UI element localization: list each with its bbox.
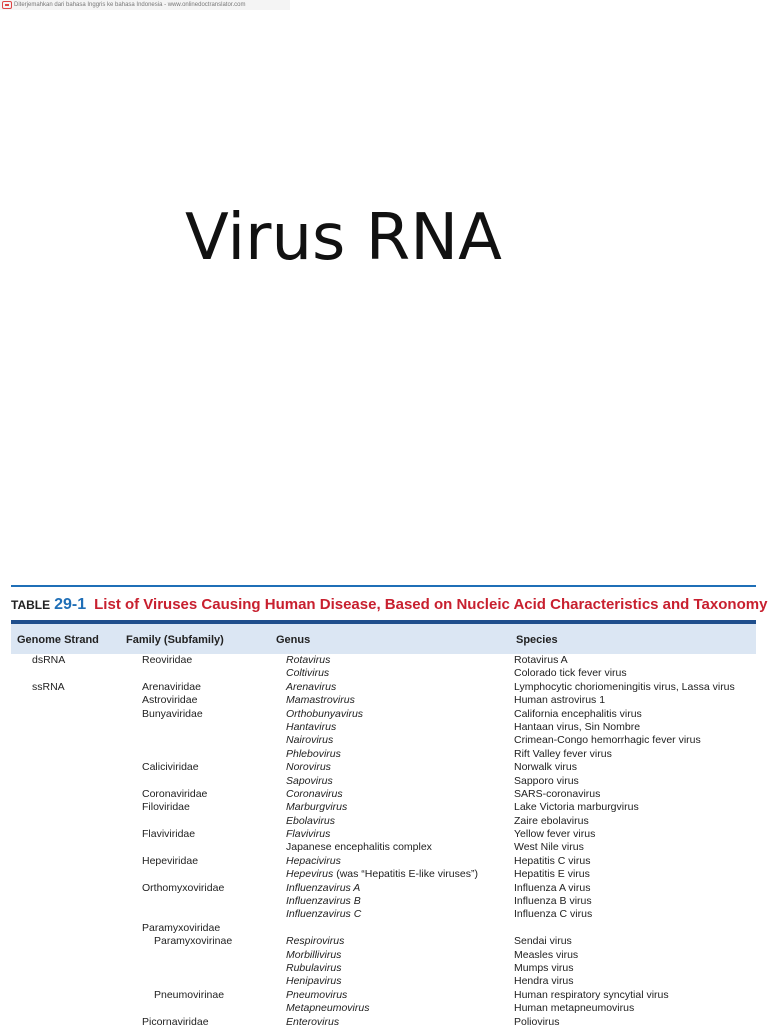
cell-species: Colorado tick fever virus — [514, 667, 627, 680]
cell-genus-name: Phlebovirus — [286, 747, 341, 760]
table-row — [11, 882, 756, 895]
cell-genus — [286, 654, 330, 666]
header-species: Species — [516, 634, 558, 646]
table-row — [11, 855, 756, 868]
cell-genus-name: Morbillivirus — [286, 948, 342, 961]
cell-genus-name: Pneumovirus — [286, 988, 348, 1001]
table-row — [11, 949, 756, 962]
table-row — [11, 681, 756, 694]
cell-genus-name: Flavivirus — [286, 828, 331, 841]
cell-genus-name: Metapneumovirus — [286, 1002, 370, 1015]
cell-family: Coronaviridae — [142, 787, 208, 800]
cell-family: Orthomyxoviridae — [142, 881, 225, 894]
cell-genus-name: Influenzavirus B — [286, 895, 361, 908]
cell-genus-name: Henipavirus — [286, 975, 342, 988]
cell-genus-name: Japanese encephalitis complex — [286, 841, 432, 854]
cell-genus-name: Arenavirus — [286, 680, 337, 693]
cell-genus — [286, 949, 341, 961]
cell-genus — [286, 975, 341, 987]
cell-genus — [286, 694, 355, 706]
cell-genus — [286, 882, 360, 894]
table-row — [11, 748, 756, 761]
cell-genus-name: Rubulavirus — [286, 961, 342, 974]
cell-genus — [286, 828, 330, 840]
cell-genus — [286, 841, 432, 853]
cell-species: Lake Victoria marburgvirus — [514, 801, 639, 814]
cell-species: Lymphocytic choriomeningitis virus, Lassa virus — [514, 680, 735, 693]
cell-species: Influenza A virus — [514, 881, 591, 894]
cell-species: Hepatitis C virus — [514, 854, 591, 867]
cell-species: Rotavirus A — [514, 654, 568, 666]
cell-genus-name: Rotavirus — [286, 654, 331, 666]
table-row — [11, 935, 756, 948]
cell-genus — [286, 895, 361, 907]
table-row — [11, 922, 756, 935]
table-row — [11, 667, 756, 680]
cell-species: California encephalitis virus — [514, 707, 642, 720]
table-body — [11, 654, 756, 1029]
cell-family: Hepeviridae — [142, 854, 199, 867]
table-row — [11, 721, 756, 734]
cell-family: Filoviridae — [142, 801, 190, 814]
cell-genome-strand: dsRNA — [32, 654, 66, 666]
cell-genus-name: Influenzavirus A — [286, 881, 361, 894]
table-row — [11, 1016, 756, 1029]
cell-genus-name: Orthobunyavirus — [286, 707, 364, 720]
cell-family: Caliciviridae — [142, 761, 199, 774]
header-family: Family (Subfamily) — [126, 634, 224, 646]
cell-species: Rift Valley fever virus — [514, 747, 612, 760]
cell-genus — [286, 761, 331, 773]
cell-species: Sendai virus — [514, 935, 572, 948]
table-row — [11, 775, 756, 788]
cell-genus — [286, 815, 335, 827]
cell-family: Flaviviridae — [142, 828, 196, 841]
cell-family: Paramyxoviridae — [142, 921, 221, 934]
slide-title: Virus RNA — [185, 201, 502, 275]
cell-family: Reoviridae — [142, 654, 193, 666]
cell-species: SARS-coronavirus — [514, 787, 601, 800]
cell-family: Astroviridae — [142, 694, 198, 707]
cell-genus — [286, 681, 336, 693]
cell-species: Crimean-Congo hemorrhagic fever virus — [514, 734, 701, 747]
cell-species: Human respiratory syncytial virus — [514, 988, 669, 1001]
table-row — [11, 1002, 756, 1015]
table-row — [11, 895, 756, 908]
cell-genus — [286, 908, 361, 920]
cell-species: Measles virus — [514, 948, 579, 961]
table-row — [11, 694, 756, 707]
cell-genus-name: Mamastrovirus — [286, 694, 355, 707]
cell-genus — [286, 855, 341, 867]
table-title: List of Viruses Causing Human Disease, Based on Nucleic Acid Characteristics and Taxonomy — [94, 596, 768, 613]
table-label: TABLE — [11, 598, 51, 612]
cell-genus-name: Enterovirus — [286, 1015, 340, 1028]
cell-species: Poliovirus — [514, 1015, 560, 1028]
cell-genus — [286, 748, 341, 760]
cell-species: Yellow fever virus — [514, 828, 596, 841]
virus-table — [11, 585, 768, 1029]
table-row — [11, 989, 756, 1002]
cell-family: Bunyaviridae — [142, 707, 203, 720]
translator-logo-icon — [2, 1, 12, 9]
cell-genus — [286, 721, 336, 733]
cell-genus-name: Influenzavirus C — [286, 908, 362, 921]
table-row — [11, 654, 756, 667]
table-row — [11, 734, 756, 747]
cell-genus — [286, 868, 478, 880]
cell-species: Hantaan virus, Sin Nombre — [514, 720, 641, 733]
header-genome-strand: Genome Strand — [17, 634, 99, 646]
cell-genus — [286, 1016, 339, 1028]
cell-genus — [286, 801, 347, 813]
cell-species: Influenza C virus — [514, 908, 593, 921]
cell-genus — [286, 962, 341, 974]
cell-species: Hendra virus — [514, 975, 574, 988]
cell-genus-name: Ebolavirus — [286, 814, 336, 827]
cell-genome-strand: ssRNA — [32, 680, 65, 693]
cell-genus-name: Marburgvirus — [286, 801, 348, 814]
table-row — [11, 708, 756, 721]
cell-genus-name: Norovirus — [286, 761, 331, 774]
cell-genus-name: Nairovirus — [286, 734, 334, 747]
cell-species: Norwalk virus — [514, 761, 578, 774]
cell-species: West Nile virus — [514, 841, 584, 854]
cell-genus-name: Sapovirus — [286, 774, 333, 787]
cell-species: Mumps virus — [514, 961, 574, 974]
cell-genus-name: Hepacivirus — [286, 854, 341, 867]
table-row — [11, 761, 756, 774]
header-genus: Genus — [276, 634, 311, 646]
cell-genus — [286, 1002, 369, 1014]
table-row — [11, 828, 756, 841]
cell-family: Picornaviridae — [142, 1015, 209, 1028]
cell-genus — [286, 989, 347, 1001]
cell-family: Arenaviridae — [142, 680, 201, 693]
cell-genus — [286, 788, 343, 800]
table-row — [11, 801, 756, 814]
translator-banner[interactable] — [0, 0, 290, 10]
cell-species: Sapporo virus — [514, 774, 579, 787]
table-caption — [11, 587, 768, 620]
cell-species: Influenza B virus — [514, 895, 592, 908]
cell-species: Zaire ebolavirus — [514, 814, 589, 827]
translator-banner-text[interactable]: Diterjemahkan dari bahasa Inggris ke bahasa Indonesia - www.onlinedoctranslator.com — [14, 2, 246, 8]
table-number: 29-1 — [54, 596, 87, 613]
table-row — [11, 908, 756, 921]
cell-genus — [286, 734, 333, 746]
table-row — [11, 868, 756, 881]
cell-species: Human metapneumovirus — [514, 1002, 635, 1015]
cell-genus-note: (was “Hepatitis E-like viruses”) — [333, 868, 478, 881]
table-row — [11, 815, 756, 828]
table-row — [11, 788, 756, 801]
cell-genus-name: Coltivirus — [286, 667, 330, 680]
table-header — [11, 624, 756, 654]
cell-genus-name: Respirovirus — [286, 935, 345, 948]
cell-genus-name: Hantavirus — [286, 720, 337, 733]
cell-genus — [286, 775, 333, 787]
cell-family: Paramyxovirinae — [154, 935, 233, 948]
cell-genus — [286, 667, 329, 679]
table-row — [11, 841, 756, 854]
table-row — [11, 962, 756, 975]
cell-genus-name: Coronavirus — [286, 787, 343, 800]
cell-species: Human astrovirus 1 — [514, 694, 606, 707]
cell-genus — [286, 935, 344, 947]
cell-genus-name: Hepevirus — [286, 868, 334, 881]
table-row — [11, 975, 756, 988]
cell-species: Hepatitis E virus — [514, 868, 590, 881]
cell-genus — [286, 708, 363, 720]
cell-family: Pneumovirinae — [154, 988, 225, 1001]
